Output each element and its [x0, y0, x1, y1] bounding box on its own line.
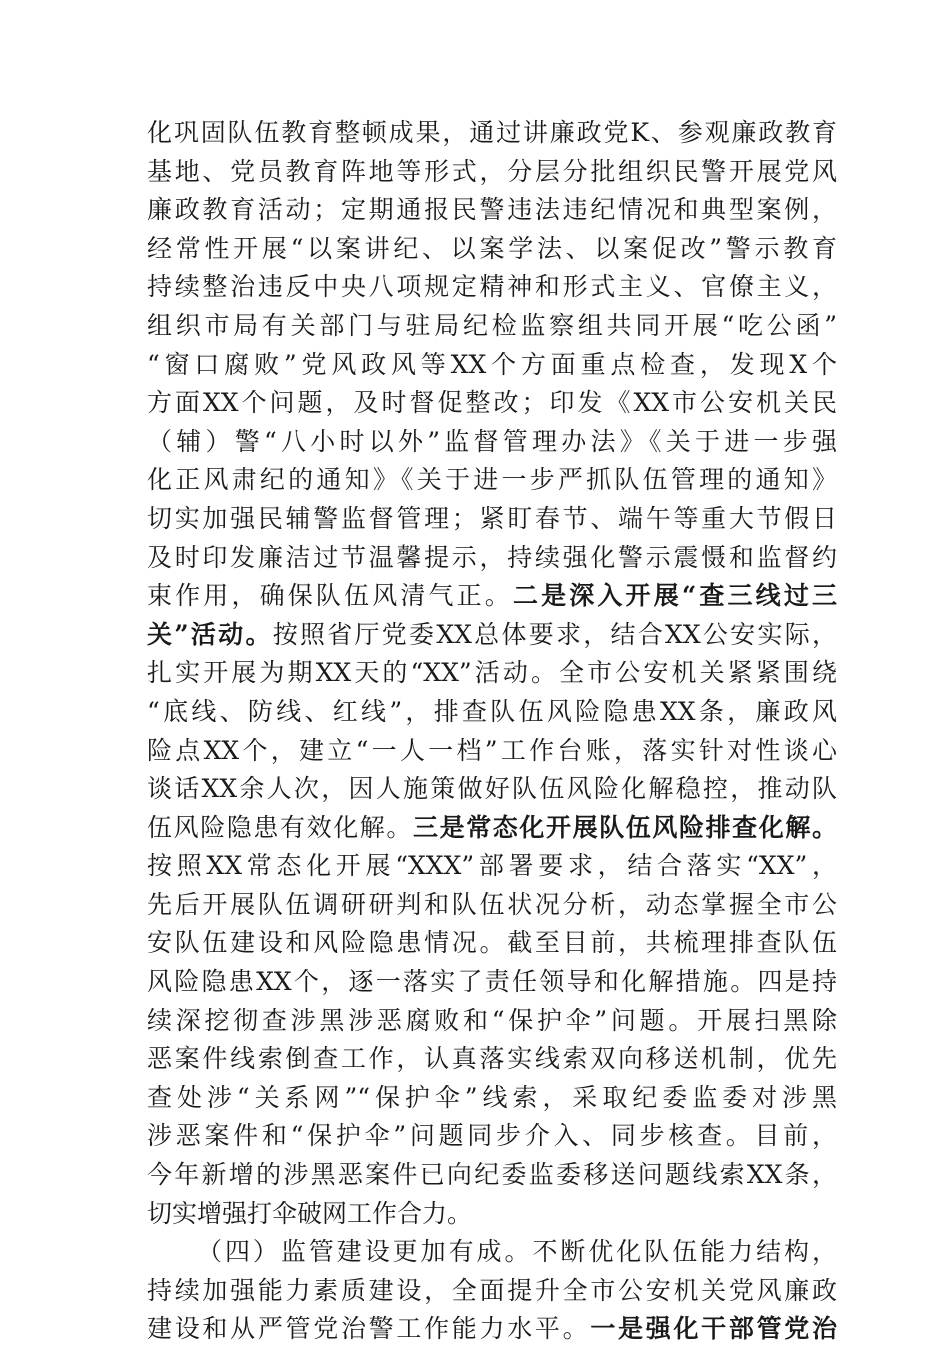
- bold-heading-run: 二是深入开展“查三线过三: [512, 581, 837, 611]
- text-line: [147, 770, 837, 809]
- bold-heading-run: 三是常态化开展队伍风险排查化解。: [413, 812, 837, 842]
- text-line: [147, 654, 837, 693]
- text-run: （四）监管建设更加有成。不断优化队伍能力结构，: [197, 1237, 837, 1267]
- text-run: 组织市局有关部门与驻局纪检监察组共同开展“吃公函”: [147, 310, 837, 340]
- text-run: 切实增强打伞破网工作合力。: [147, 1198, 473, 1228]
- text-line: [147, 1272, 837, 1311]
- bold-heading-run: 一是强化干部管党治: [590, 1314, 837, 1344]
- text-line: [147, 346, 837, 385]
- text-run: “窗口腐败”党风政风等XX个方面重点检查，发现X个: [147, 349, 837, 379]
- text-run: 基地、党员教育阵地等形式，分层分批组织民警开展党风: [147, 156, 837, 186]
- text-run: 及时印发廉洁过节温馨提示，持续强化警示震慑和监督约: [147, 542, 837, 572]
- text-run: 廉政教育活动；定期通报民警违法违纪情况和典型案例，: [147, 195, 837, 225]
- text-run: 按照XX常态化开展“XXX”部署要求，结合落实“XX”，: [147, 851, 837, 881]
- text-line: [147, 616, 837, 655]
- text-line: [147, 539, 837, 578]
- text-line: [147, 693, 837, 732]
- text-line: [147, 423, 837, 462]
- text-line: [147, 230, 837, 269]
- text-run: 险点XX个，建立“一人一档”工作台账，落实针对性谈心: [147, 735, 837, 765]
- text-line: [147, 1002, 837, 1041]
- body-text: [147, 114, 837, 1349]
- text-line: [147, 461, 837, 500]
- text-run: （辅）警“八小时以外”监督管理办法》《关于进一步强: [147, 426, 837, 456]
- text-line: [147, 1117, 837, 1156]
- text-line: [147, 1040, 837, 1079]
- text-run: 查处涉“关系网”“保护伞”线索，采取纪委监委对涉黑: [147, 1082, 837, 1112]
- text-line: [147, 847, 837, 886]
- text-run: 恶案件线索倒查工作，认真落实线索双向移送机制，优先: [147, 1044, 837, 1074]
- text-line: [147, 1079, 837, 1118]
- text-line: [147, 924, 837, 963]
- text-line: [147, 191, 837, 230]
- text-run: 按照省厅党委XX总体要求，结合XX公安实际，: [272, 619, 837, 649]
- text-run: 建设和从严管党治警工作能力水平。: [147, 1314, 591, 1344]
- text-run: 扎实开展为期XX天的“XX”活动。全市公安机关紧紧围绕: [147, 658, 837, 688]
- text-line: [147, 1310, 837, 1349]
- text-run: 续深挖彻查涉黑涉恶腐败和“保护伞”问题。开展扫黑除: [147, 1005, 837, 1035]
- text-line: [147, 268, 837, 307]
- text-run: 束作用，确保队伍风清气正。: [147, 581, 513, 611]
- text-line-paragraph-end: [147, 1195, 837, 1234]
- text-line: [147, 963, 837, 1002]
- text-run: 化正风肃纪的通知》《关于进一步严抓队伍管理的通知》: [147, 465, 837, 495]
- text-run: 化巩固队伍教育整顿成果，通过讲廉政党K、参观廉政教育: [147, 118, 837, 147]
- text-run: 涉恶案件和“保护伞”问题同步介入、同步核查。目前，: [147, 1121, 837, 1151]
- text-line: [147, 384, 837, 423]
- text-run: “底线、防线、红线”，排查队伍风险隐患XX条，廉政风: [147, 696, 837, 726]
- section-heading-line: [147, 1233, 837, 1272]
- text-line: [147, 1156, 837, 1195]
- text-line: [147, 500, 837, 539]
- text-run: 方面XX个问题，及时督促整改；印发《XX市公安机关民: [147, 388, 837, 418]
- text-run: 持续加强能力素质建设，全面提升全市公安机关党风廉政: [147, 1275, 837, 1305]
- text-line: [147, 809, 837, 848]
- text-run: 伍风险隐患有效化解。: [147, 812, 413, 842]
- text-line: [147, 732, 837, 771]
- text-run: 今年新增的涉黑恶案件已向纪委监委移送问题线索XX条，: [147, 1160, 837, 1190]
- text-run: 切实加强民辅警监督管理；紧盯春节、端午等重大节假日: [147, 503, 837, 533]
- text-run: 经常性开展“以案讲纪、以案学法、以案促改”警示教育: [147, 233, 837, 263]
- text-line: [147, 153, 837, 192]
- bold-heading-run: 关”活动。: [147, 619, 273, 649]
- text-line: [147, 886, 837, 925]
- text-run: 风险隐患XX个，逐一落实了责任领导和化解措施。四是持: [147, 967, 837, 997]
- text-line: [147, 577, 837, 616]
- text-run: 持续整治违反中央八项规定精神和形式主义、官僚主义，: [147, 272, 837, 302]
- text-run: 先后开展队伍调研研判和队伍状况分析，动态掌握全市公: [147, 889, 837, 919]
- text-line: [147, 307, 837, 346]
- text-run: 谈话XX余人次，因人施策做好队伍风险化解稳控，推动队: [147, 774, 837, 804]
- text-line: [147, 114, 837, 153]
- text-run: 安队伍建设和风险隐患情况。截至目前，共梳理排查队伍: [147, 928, 837, 958]
